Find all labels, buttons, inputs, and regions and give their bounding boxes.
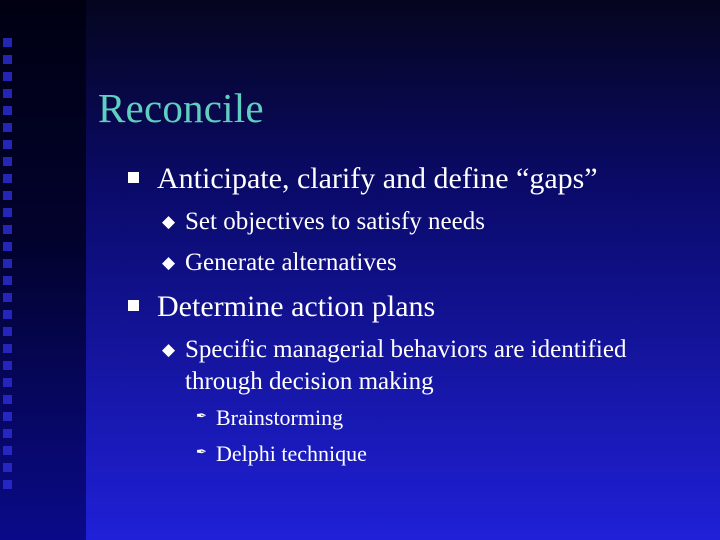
subbullet-text: Specific managerial behaviors are identified [185,336,627,363]
diamond-bullet-icon: ◆ [162,340,176,360]
side-decoration-strip [0,0,86,540]
diamond-bullet-icon: ◆ [162,253,176,273]
decorative-square [3,327,12,336]
square-bullet-icon [128,172,139,183]
decorative-square [3,72,12,81]
decorative-square [3,310,12,319]
square-bullet-icon [128,300,139,311]
subbullet-continuation: through decision making [185,368,434,395]
diamond-bullet-icon: ◆ [162,212,176,232]
decorative-square [3,395,12,404]
decorative-square [3,89,12,98]
decorative-square [3,361,12,370]
decorative-square [3,446,12,455]
subsubbullet-text: Delphi technique [216,441,367,466]
subbullet-text: Generate alternatives [185,249,397,276]
slide-title: Reconcile [98,85,264,131]
decorative-square [3,191,12,200]
decorative-square [3,140,12,149]
bullet-text: Anticipate, clarify and define “gaps” [157,162,598,195]
decorative-square [3,412,12,421]
decorative-square [3,463,12,472]
decorative-square [3,123,12,132]
decorative-square [3,242,12,251]
fleuron-bullet-icon: ✒ [196,409,207,424]
decorative-square [3,106,12,115]
decorative-square [3,429,12,438]
decorative-square [3,344,12,353]
decorative-square [3,276,12,285]
subbullet-text: Set objectives to satisfy needs [185,208,485,235]
decorative-square [3,293,12,302]
subsubbullet-text: Brainstorming [216,405,344,430]
bullet-text: Determine action plans [157,290,436,323]
decorative-square [3,174,12,183]
decorative-square [3,225,12,234]
fleuron-bullet-icon: ✒ [196,445,207,460]
decorative-square [3,378,12,387]
decorative-square [3,157,12,166]
decorative-square [3,259,12,268]
decorative-square [3,208,12,217]
decorative-square-column [3,38,19,497]
decorative-square [3,38,12,47]
decorative-square [3,55,12,64]
decorative-square [3,480,12,489]
